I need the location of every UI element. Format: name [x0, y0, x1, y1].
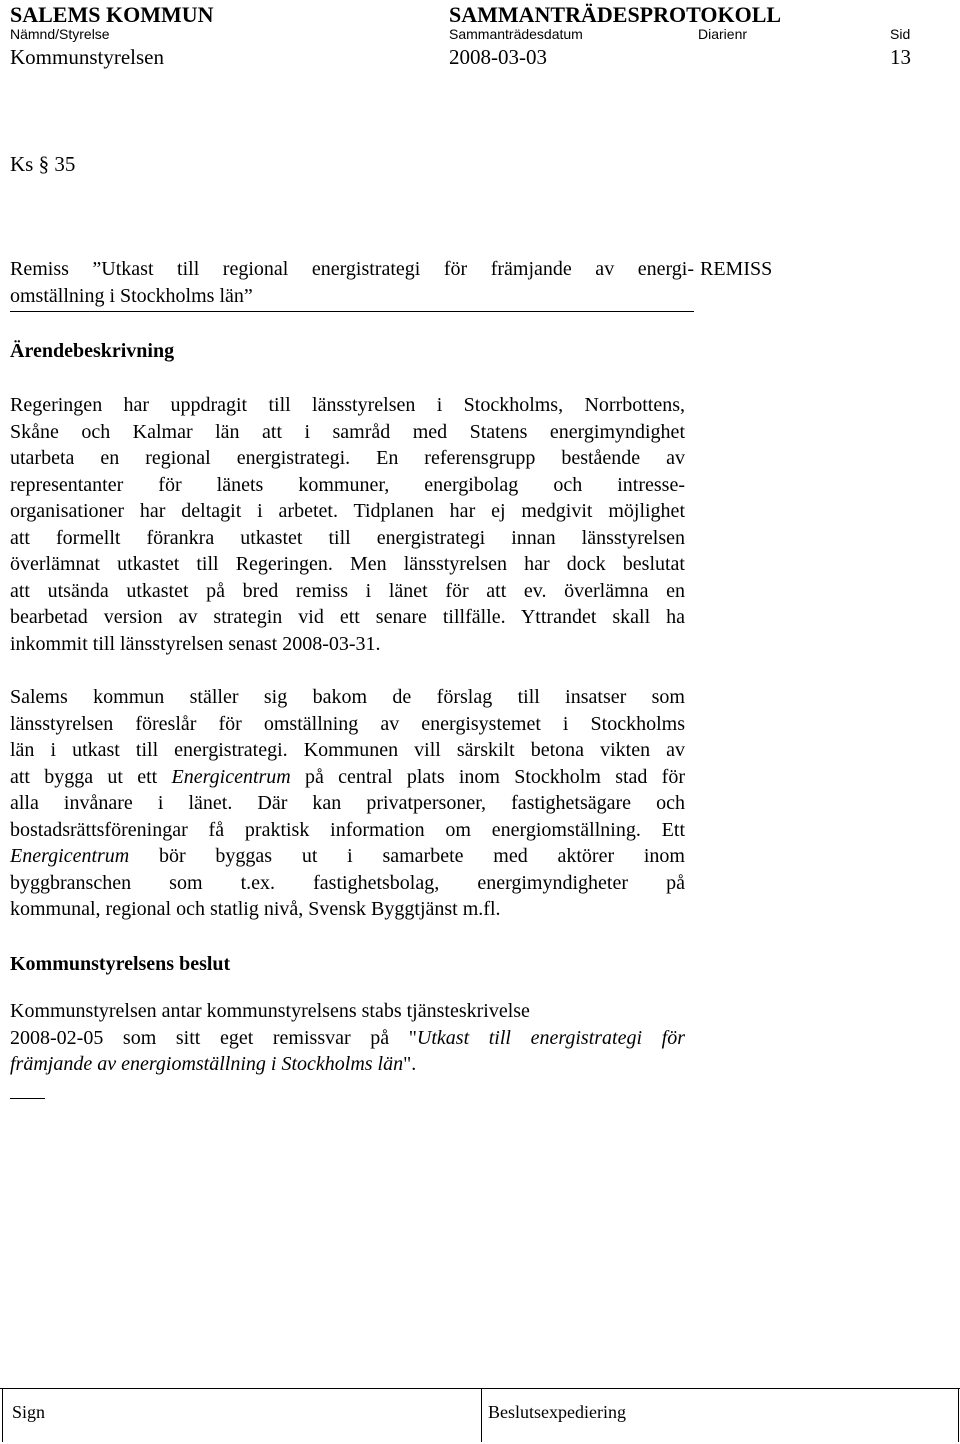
text-segment: att bygga ut ett	[10, 765, 172, 788]
text-line: Kommunstyrelsen antar kommunstyrelsens stabs tjänsteskrivelse	[10, 1000, 530, 1022]
text-segment: ".	[403, 1053, 417, 1075]
text-line: län i utkast till energistrategi. Kommunen vill särskilt betona vikten av	[10, 739, 685, 761]
decision-heading: Kommunstyrelsens beslut	[10, 953, 231, 975]
text-segment: bör byggas ut i samarbete med aktörer inom	[129, 845, 685, 867]
emphasis-term: Energicentrum	[10, 845, 130, 867]
subject-line-2: omställning i Stockholms län”	[10, 285, 253, 307]
text-line: alla invånare i länet. Där kan privatpersoner, fastighetsägare och	[10, 792, 685, 814]
case-paragraph-1	[10, 392, 685, 657]
text-line: organisationer har deltagit i arbetet. Tidplanen har ej medgivit möjlighet	[10, 500, 685, 522]
text-line: Regeringen har uppdragit till länsstyrelsen i Stockholms, Norrbottens,	[10, 394, 685, 416]
text-line: överlämnat utkastet till Regeringen. Men länsstyrelsen har dock beslutat	[10, 553, 685, 575]
emphasis-term: Energicentrum	[171, 765, 291, 788]
sign-box	[2, 1389, 482, 1442]
text-line: att formellt förankra utkastet till energistrategi innan länsstyrelsen	[10, 526, 685, 549]
text-line: Skåne och Kalmar län att i samråd med Statens energimyndighet	[10, 420, 685, 443]
text-segment: 2008-02-05 som sitt eget remissvar på "	[10, 1026, 417, 1049]
text-line	[10, 1025, 685, 1052]
reg-no-label: Diarienr	[698, 26, 748, 42]
subject-underline	[10, 311, 694, 312]
page-label: Sid	[890, 26, 911, 42]
case-paragraph-2	[10, 684, 685, 923]
text-segment: på central plats inom Stockholm stad för	[290, 765, 685, 788]
page-number: 13	[890, 45, 911, 69]
text-line: byggbranschen som t.ex. fastighetsbolag, energimyndigheter på	[10, 871, 685, 894]
text-line: bostadsrättsföreningar få praktisk information om energiomställning. Ett	[10, 818, 685, 841]
dispatch-label: Beslutsexpediering	[488, 1402, 626, 1422]
quoted-title: främjande av energiomställning i Stockholms län	[10, 1053, 404, 1075]
decision-paragraph	[10, 998, 685, 1078]
end-rule	[10, 1098, 45, 1099]
org-name: SALEMS KOMMUN	[10, 2, 214, 27]
case-heading: Ärendebeskrivning	[10, 340, 175, 362]
board-label: Nämnd/Styrelse	[10, 26, 110, 42]
section-number: Ks § 35	[10, 152, 76, 176]
sign-label: Sign	[12, 1402, 46, 1422]
text-line	[10, 1051, 685, 1078]
text-line	[10, 843, 685, 870]
text-line: Salems kommun ställer sig bakom de förslag till insatser som	[10, 686, 685, 708]
text-line: att utsända utkastet på bred remiss i länet för att ev. överlämna en	[10, 579, 685, 602]
text-line: kommunal, regional och statlig nivå, Svensk Byggtjänst m.fl.	[10, 898, 501, 920]
subject-title	[10, 256, 694, 310]
document-type: SAMMANTRÄDESPROTOKOLL	[449, 2, 782, 27]
subject-tag: REMISS	[700, 258, 773, 280]
text-line: länsstyrelsen föreslår för omställning av energisystemet i Stockholms	[10, 712, 685, 735]
meeting-date-value: 2008-03-03	[449, 45, 547, 69]
meeting-date-label: Sammanträdesdatum	[449, 26, 583, 42]
text-line: bearbetad version av strategin vid ett senare tillfälle. Yttrandet skall ha	[10, 606, 685, 628]
quoted-title: Utkast till energistrategi för	[416, 1026, 685, 1049]
board-value: Kommunstyrelsen	[10, 45, 164, 69]
text-line: utarbeta en regional energistrategi. En referensgrupp bestående av	[10, 447, 685, 469]
subject-line-1: Remiss ”Utkast till regional energistrategi för främjande av energi-	[10, 258, 694, 280]
text-line	[10, 764, 685, 791]
text-line: representanter för länets kommuner, energibolag och intresse-	[10, 473, 685, 496]
text-line: inkommit till länsstyrelsen senast 2008-03-31.	[10, 632, 381, 655]
